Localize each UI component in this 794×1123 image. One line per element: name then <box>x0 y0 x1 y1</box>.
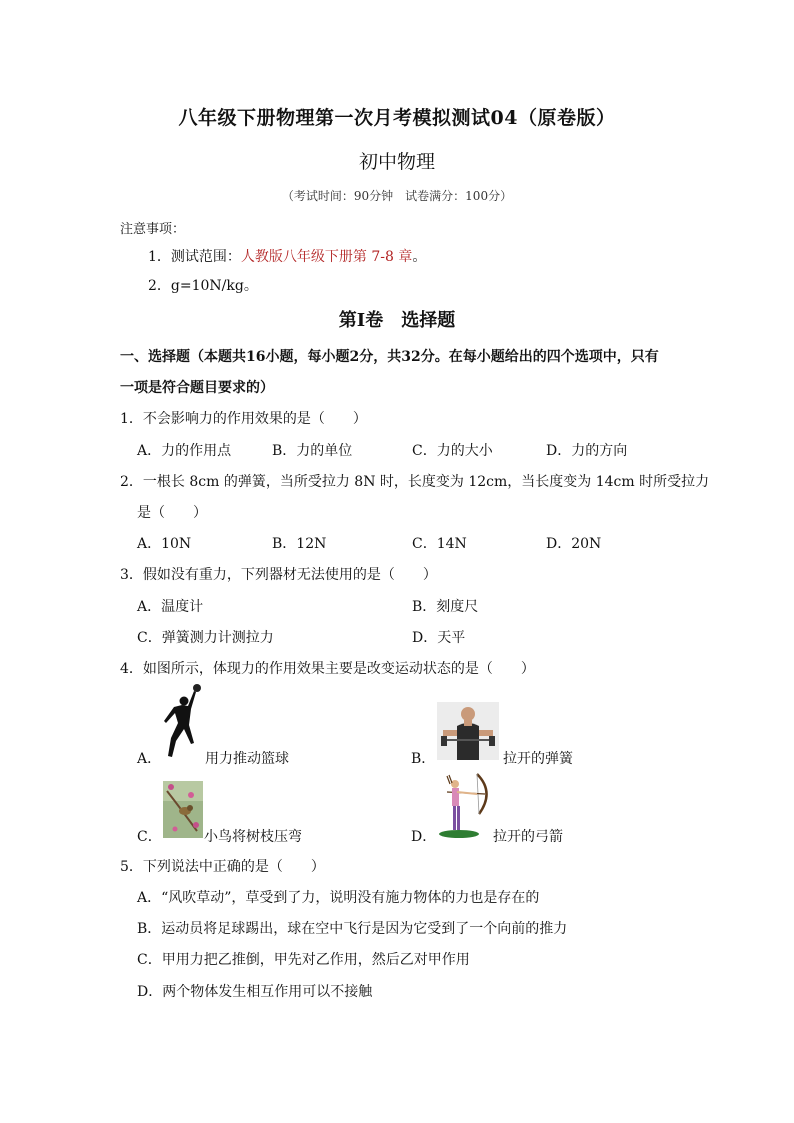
question-2-option-c[interactable]: C．14N <box>412 536 467 552</box>
question-3-stem: 3．假如没有重力，下列器材无法使用的是（ ） <box>120 567 437 583</box>
question-1-option-d[interactable]: D．力的方向 <box>546 443 628 459</box>
question-4-option-b-letter[interactable]: B． <box>411 751 436 767</box>
question-4-option-d-text: 拉开的弓箭 <box>493 829 563 845</box>
question-1-option-c[interactable]: C．力的大小 <box>412 443 493 459</box>
notes-heading: 注意事项： <box>120 222 186 237</box>
question-3-option-a[interactable]: A．温度计 <box>137 599 204 615</box>
question-3-option-c[interactable]: C．弹簧测力计测拉力 <box>137 630 274 646</box>
question-1-option-a[interactable]: A．力的作用点 <box>137 443 232 459</box>
question-2-option-a[interactable]: A．10N <box>137 536 192 552</box>
exam-info: （考试时间：90分钟 试卷满分：100分） <box>281 189 513 203</box>
chest-expander-image <box>437 702 499 760</box>
page-subtitle: 初中物理 <box>358 151 435 173</box>
question-4-option-c-letter[interactable]: C． <box>137 829 162 845</box>
question-2-stem-line-1: 2．一根长 8cm 的弹簧，当所受拉力 8N 时，长度变为 12cm，当长度变为 14cm 时所受拉力 <box>120 474 710 490</box>
notes-item-1-prefix: 1．测试范围： <box>148 249 241 265</box>
notes-item-1 <box>148 246 426 266</box>
question-2-option-b[interactable]: B．12N <box>272 536 327 552</box>
question-5-option-a[interactable]: A．“风吹草动”，草受到了力，说明没有施力物体的力也是存在的 <box>137 890 540 906</box>
question-3-option-b[interactable]: B．刻度尺 <box>412 599 479 615</box>
question-4-option-b-text: 拉开的弹簧 <box>503 751 573 767</box>
question-4-option-d-letter[interactable]: D． <box>411 829 437 845</box>
question-5-option-b[interactable]: B．运动员将足球踢出，球在空中飞行是因为它受到了一个向前的推力 <box>137 921 568 937</box>
section-intro-line-1: 一、选择题（本题共16小题，每小题2分，共32分。在每小题给出的四个选项中，只有 <box>120 349 659 365</box>
question-1-option-b[interactable]: B．力的单位 <box>272 443 353 459</box>
notes-item-1-suffix: 。 <box>412 249 427 265</box>
page-title: 八年级下册物理第一次月考模拟测试04（原卷版） <box>178 107 616 129</box>
section-title: 第Ⅰ卷 选择题 <box>338 310 456 331</box>
notes-item-2: 2．g=10N/kg。 <box>148 278 258 294</box>
question-2-stem-line-2: 是（ ） <box>137 505 207 521</box>
bird-on-branch-image <box>163 781 203 838</box>
question-2-option-d[interactable]: D．20N <box>546 536 602 552</box>
section-intro-line-2: 一项是符合题目要求的） <box>120 380 274 396</box>
basketball-player-image <box>158 683 206 761</box>
question-3-option-d[interactable]: D．天平 <box>412 630 466 646</box>
question-4-option-a-letter[interactable]: A． <box>137 751 162 767</box>
question-1-stem: 1．不会影响力的作用效果的是（ ） <box>120 411 367 427</box>
question-4-option-c-text: 小鸟将树枝压弯 <box>204 829 302 845</box>
question-4-stem: 4．如图所示，体现力的作用效果主要是改变运动状态的是（ ） <box>120 661 535 677</box>
question-5-option-d[interactable]: D．两个物体发生相互作用可以不接触 <box>137 984 373 1000</box>
question-4-option-a-text: 用力推动篮球 <box>205 751 289 767</box>
notes-item-1-range: 人教版八年级下册第 7-8 章 <box>240 249 413 265</box>
question-5-option-c[interactable]: C．甲用力把乙推倒，甲先对乙作用，然后乙对甲作用 <box>137 952 470 968</box>
question-5-stem: 5．下列说法中正确的是（ ） <box>120 859 325 875</box>
archer-image <box>437 770 493 840</box>
